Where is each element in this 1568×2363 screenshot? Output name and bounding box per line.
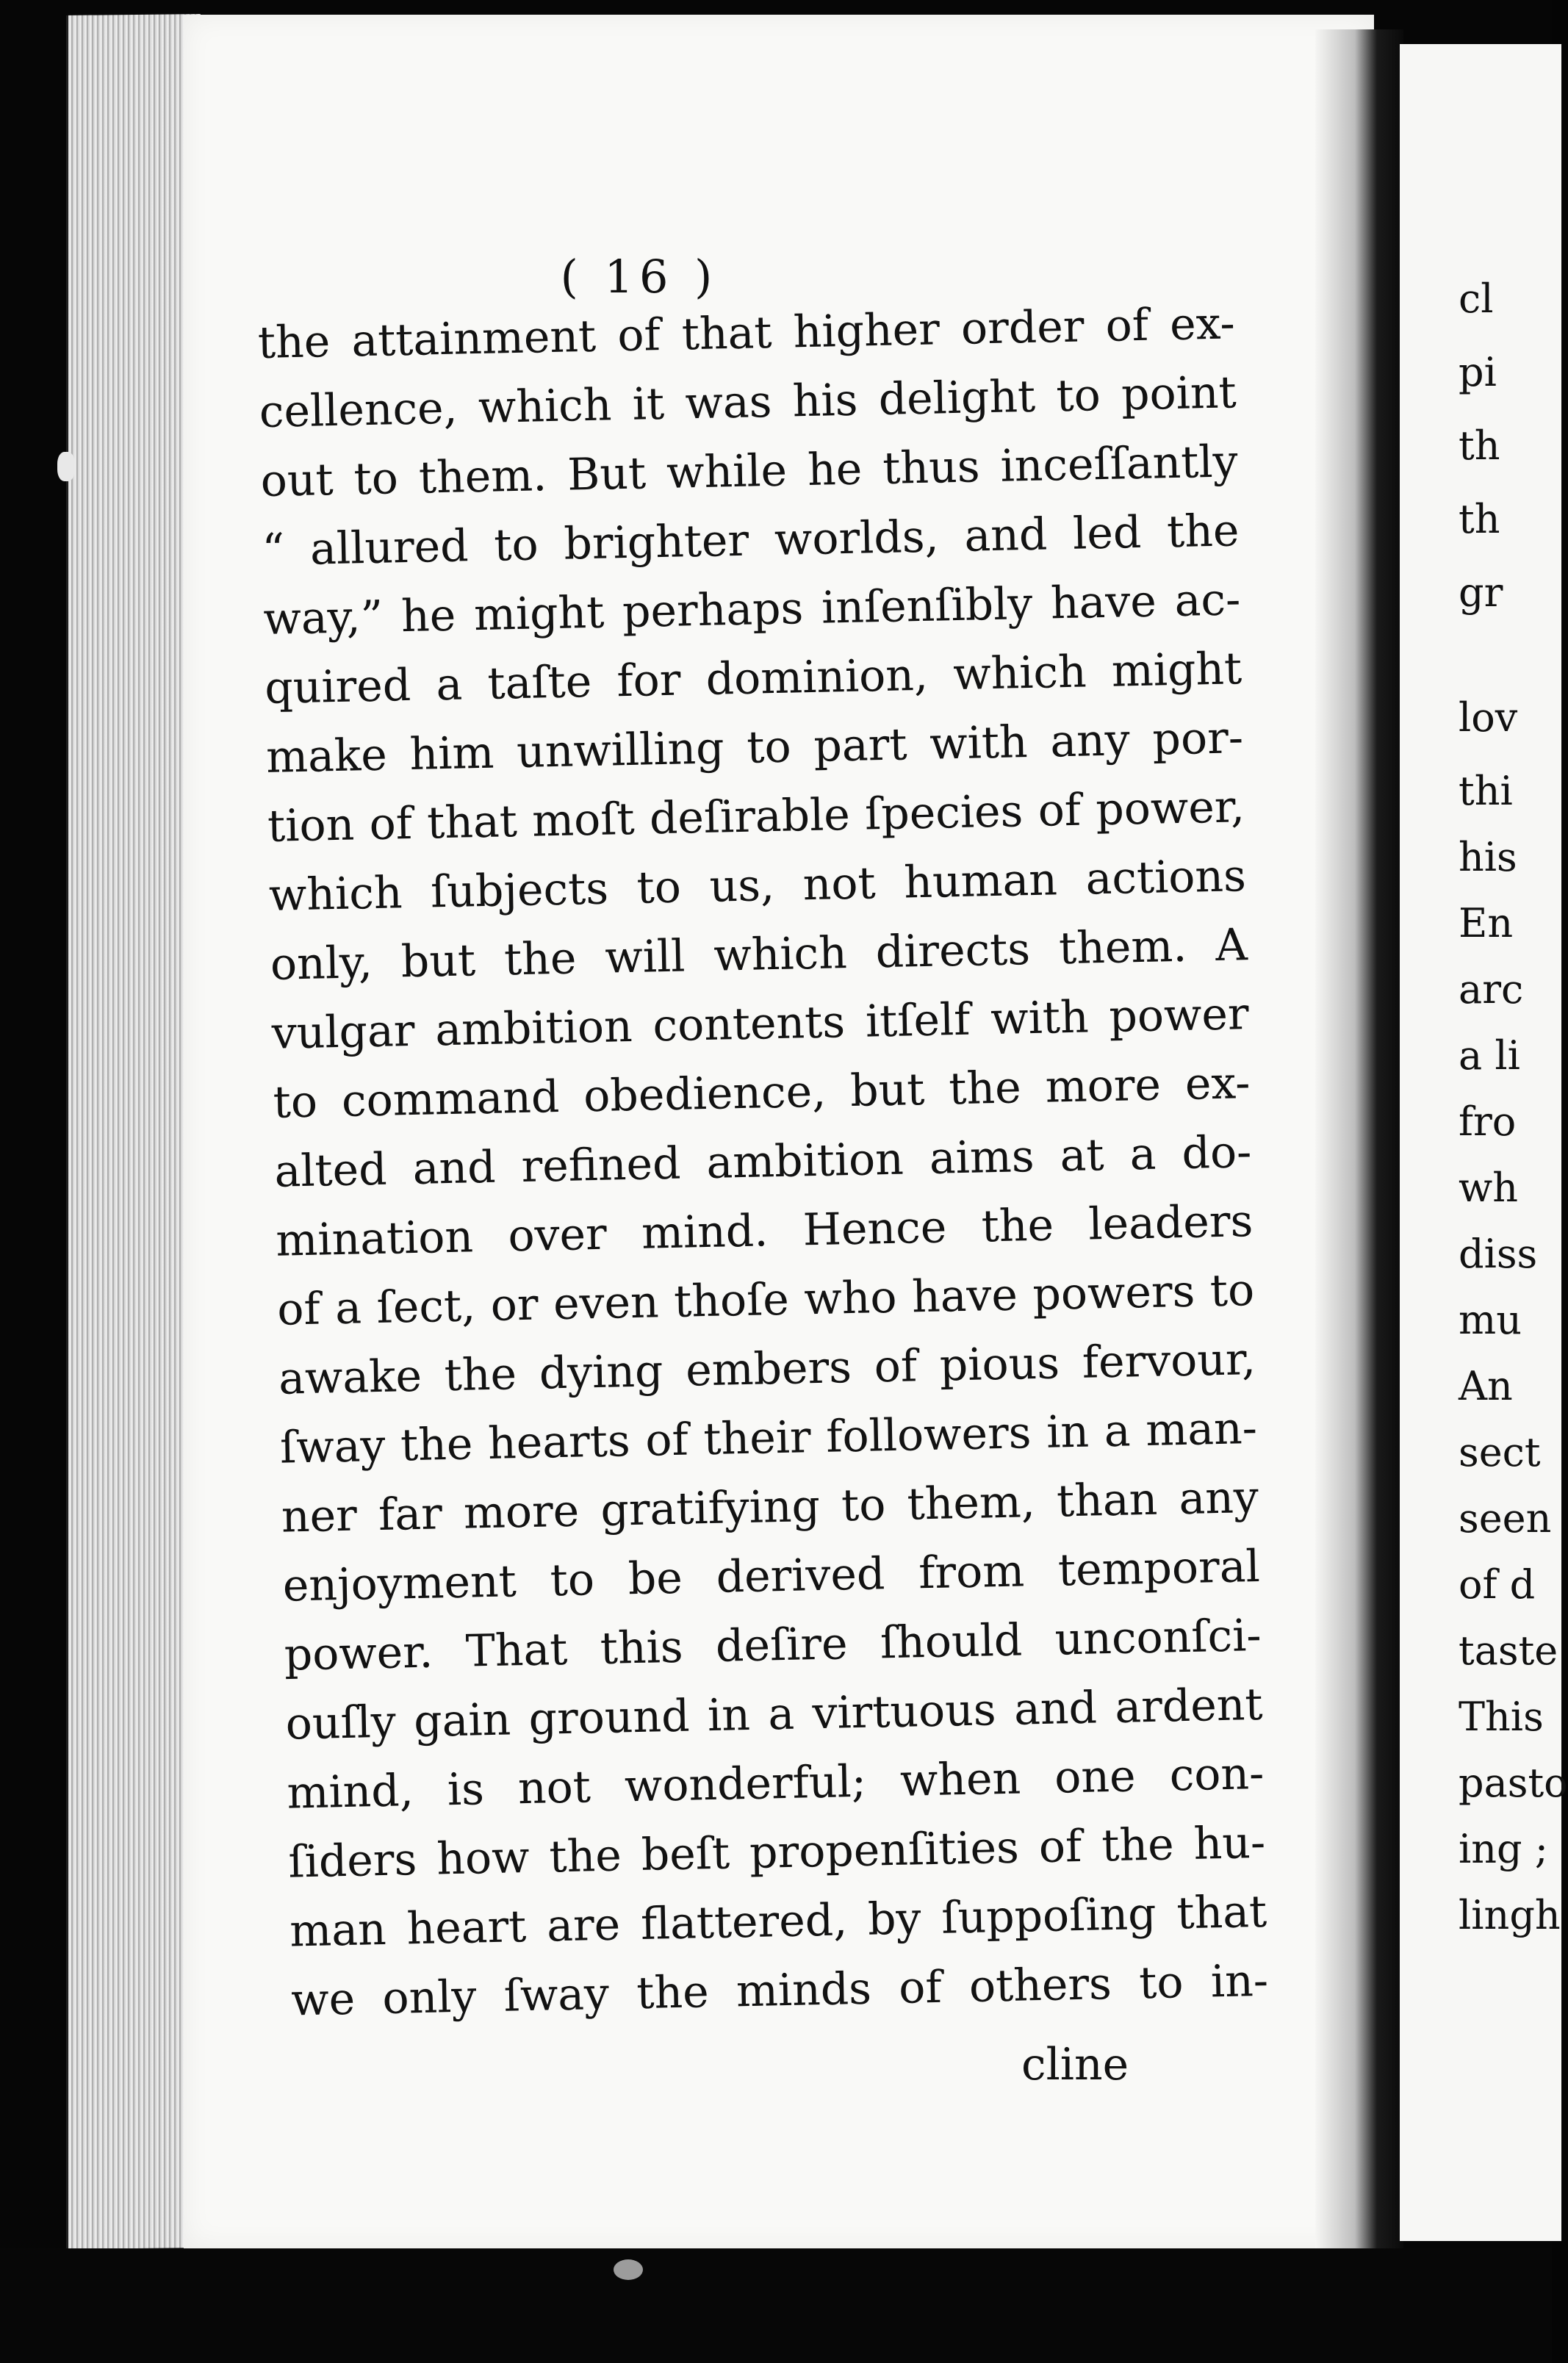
facing-page-fragment: arc — [1459, 966, 1524, 1013]
facing-page-fragment: seen — [1459, 1495, 1552, 1542]
text-line: tion of that moſt deſirable ſpecies of power, — [267, 781, 1245, 852]
facing-page-fragment: taste — [1459, 1628, 1558, 1674]
facing-page-fragment: An — [1459, 1363, 1513, 1409]
facing-page-fragment: lov — [1459, 694, 1518, 741]
text-line: quired a taſte for dominion, which might — [264, 643, 1242, 714]
text-line: out to them. But while he thus inceſſantly — [260, 436, 1239, 507]
text-line: vulgar ambition contents itſelf with power — [271, 988, 1250, 1060]
page-edge-stack — [66, 14, 201, 2249]
text-line: only, but the will which directs them. A — [270, 919, 1248, 990]
facing-page-fragment: th — [1459, 496, 1500, 542]
facing-page-fragment: th — [1459, 422, 1500, 469]
book-gutter — [1315, 29, 1403, 2248]
text-line: ſway the hearts of their followers in a man- — [279, 1403, 1258, 1474]
text-line: to command obedience, but the more ex- — [272, 1057, 1251, 1129]
text-line: the attainment of that higher order of ex- — [257, 298, 1236, 369]
text-line: which ſubjects to us, not human actions — [268, 850, 1247, 921]
text-line: power. That this deſire ſhould unconſci- — [284, 1609, 1262, 1681]
scan-speck — [57, 452, 75, 481]
facing-page-fragment: lingh — [1459, 1892, 1561, 1938]
facing-page-fragment: cl — [1459, 276, 1494, 322]
text-line: ouſly gain ground in a virtuous and ardent — [284, 1678, 1264, 1750]
text-line: ſiders how the beſt propenſities of the hu- — [287, 1816, 1266, 1888]
text-line: awake the dying embers of pious fervour, — [278, 1334, 1256, 1405]
text-line: of a ſect, or even thoſe who have powers to — [276, 1265, 1255, 1336]
scan-bottom-border — [0, 2248, 1552, 2363]
facing-page-fragment: sect — [1459, 1429, 1541, 1475]
text-line: ner far more gratifying to them, than any — [281, 1471, 1259, 1543]
text-line: man heart are flattered, by ſuppoſing that — [289, 1885, 1267, 1957]
facing-page-fragment: wh — [1459, 1165, 1518, 1211]
text-line: enjoyment to be derived from temporal — [282, 1540, 1261, 1612]
text-line: we only ſway the minds of others to in- — [290, 1954, 1269, 2026]
catchword: cline — [1021, 2039, 1129, 2090]
facing-page-fragment: pi — [1459, 349, 1497, 395]
facing-page-fragment: En — [1459, 900, 1514, 946]
text-line: mination over mind. Hence the leaders — [275, 1195, 1254, 1267]
facing-page-fragment: fro — [1459, 1098, 1517, 1145]
scan-speck — [614, 2259, 643, 2280]
facing-page-fragment: This — [1459, 1694, 1544, 1740]
text-line: “ allured to brighter worlds, and led the — [261, 505, 1240, 576]
text-line: cellence, which it was his delight to point — [259, 367, 1237, 438]
text-line: mind, is not wonderful; when one con- — [286, 1747, 1265, 1819]
facing-page-fragment: diss — [1459, 1231, 1538, 1277]
page-number: ( 16 ) — [560, 250, 719, 303]
facing-page — [1400, 44, 1568, 2241]
text-line: alted and refined ambition aims at a do- — [273, 1126, 1253, 1198]
facing-page-fragment: of d — [1459, 1561, 1536, 1608]
facing-page-fragment: thi — [1459, 768, 1513, 814]
text-line: way,” he might perhaps inſenſibly have ac- — [262, 574, 1241, 645]
facing-page-fragment: ing ; — [1459, 1826, 1548, 1872]
facing-page-fragment: mu — [1459, 1297, 1522, 1343]
facing-page-fragment: gr — [1459, 569, 1503, 616]
facing-page-fragment: pasto — [1459, 1760, 1568, 1806]
page-body-text — [257, 289, 1269, 2035]
text-line: make him unwilling to part with any por- — [265, 712, 1244, 783]
facing-page-fragment: his — [1459, 834, 1517, 880]
facing-page-fragment: a li — [1459, 1032, 1520, 1079]
